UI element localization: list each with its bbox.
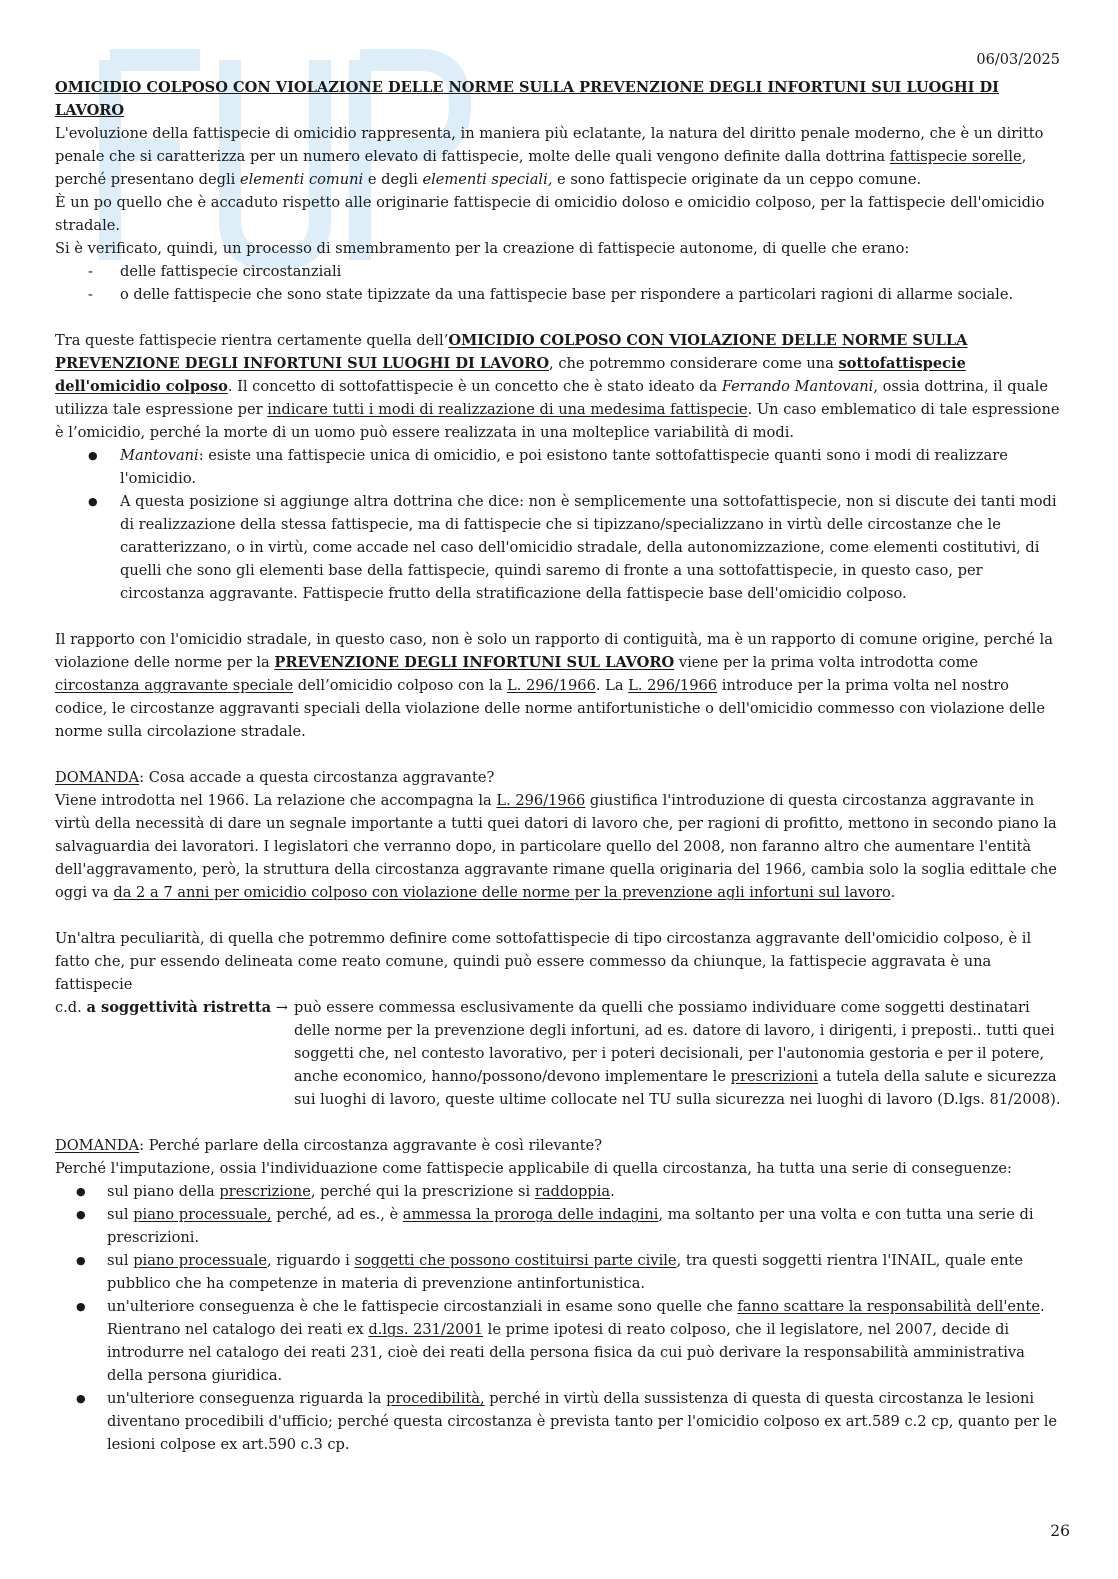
paragraph-intro: L'evoluzione della fattispecie di omicidio rappresenta, in maniera più eclatante, la natura del diritto penale moderno, che è un diritto penale che si caratterizza per un numero elevato di fattispecie, molte delle quali vengono definite dalla dottrina fattispecie sorelle, perché presentano degli elementi comuni e degli elementi speciali, e sono fattispecie originate da un ceppo comune. [55,125,1044,188]
list-item: ● un'ulteriore conseguenza riguarda la procedibilità, perché in virtù della sussistenza di questa di questa circostanza le lesioni diventano procedibili d'ufficio; perché questa circostanza è prevista tanto per l'omicidio colposo ex art.589 c.2 cp, quanto per le lesioni colpose ex art.590 c.3 cp. [55,1387,1061,1456]
bullet-list-dottrina [55,444,1061,605]
page-number: 26 [1050,1522,1070,1540]
paragraph-1966: Viene introdotta nel 1966. La relazione che accompagna la L. 296/1966 giustifica l'introduzione di questa circostanza aggravante in virtù della necessità di dare un segnale importante a tutti quei datori di lavoro che, per ragioni di profitto, mettono in secondo piano la salvaguardia dei lavoratori. I legislatori che verranno dopo, in particolare quello del 2008, non faranno altro che aumentare l'entità dell'aggravamento, però, la struttura della circostanza aggravante rimane quella originaria del 1966, cambia solo la soglia edittale che oggi va da 2 a 7 anni per omicidio colposo con violazione delle norme per la prevenzione agli infortuni sul lavoro. [55,792,1057,901]
question-1: DOMANDA: Cosa accade a questa circostanza aggravante? [55,769,495,786]
section-title: OMICIDIO COLPOSO CON VIOLAZIONE DELLE NORME SULLA PREVENZIONE DEGLI INFORTUNI SUI LUOGHI DI LAVORO [55,79,1000,119]
list-item: - delle fattispecie circostanziali [55,260,1061,283]
paragraph-conseguenze: Perché l'imputazione, ossia l'individuazione come fattispecie applicabile di quella circostanza, ha tutta una serie di conseguenze: [55,1160,1012,1177]
list-item: ● Mantovani: esiste una fattispecie unica di omicidio, e poi esistono tante sottofattispecie quanti sono i modi di realizzare l'omicidio. [55,444,1061,490]
list-item: ● sul piano processuale, riguardo i soggetti che possono costituirsi parte civile, tra questi soggetti rientra l'INAIL, quale ente pubblico che ha competenze in materia di prevenzione antinfortunistica. [55,1249,1061,1295]
paragraph-peculiarita: Un'altra peculiarità, di quella che potremmo definire come sottofattispecie di tipo circostanza aggravante dell'omicidio colposo, è il fatto che, pur essendo delineata come reato comune, quindi può essere commesso da chiunque, la fattispecie aggravata è una fattispecie [55,930,1032,993]
list-item: ● A questa posizione si aggiunge altra dottrina che dice: non è semplicemente una sottofattispecie, non si discute dei tanti modi di realizzazione della stessa fattispecie, ma di fattispecie che si tipizzano/specializzano in virtù delle circostanze che le caratterizzano, o in virtù, come accade nel caso dell'omicidio stradale, della autonomizzazione, come elementi costitutivi, di quelli che sono gli elementi base della fattispecie, quindi saremo di fronte a una sottofattispecie, in questo caso, per circostanza aggravante. Fattispecie frutto della stratificazione della fattispecie base dell'omicidio colposo. [55,490,1061,605]
bullet-list-conseguenze [55,1180,1061,1456]
date: 06/03/2025 [976,52,1060,68]
question-2: DOMANDA: Perché parlare della circostanza aggravante è così rilevante? [55,1137,603,1154]
soggettivita-ristretta: c.d. a soggettività ristretta → può essere commessa esclusivamente da quelli che possiamo individuare come soggetti destinatari delle norme per la prevenzione degli infortuni, ad es. datore di lavoro, i dirigenti, i preposti.. tutti quei soggetti che, nel contesto lavorativo, per i poteri decisionali, per l'autonomia gestoria e per il potere, anche economico, hanno/possono/devono implementare le prescrizioni a tutela della salute e sicurezza sui luoghi di lavoro, queste ultime collocate nel TU sulla sicurezza nei luoghi di lavoro (D.lgs. 81/2008). [55,999,1061,1108]
paragraph-omicidio-stradale: È un po quello che è accaduto rispetto alle originarie fattispecie di omicidio doloso e omicidio colposo, per la fattispecie dell'omicidio stradale. [55,194,1045,234]
list-item: - o delle fattispecie che sono state tipizzate da una fattispecie base per rispondere a particolari ragioni di allarme sociale. [55,283,1061,306]
list-item: ● un'ulteriore conseguenza è che le fattispecie circostanziali in esame sono quelle che fanno scattare la responsabilità dell'ente. Rientrano nel catalogo dei reati ex d.lgs. 231/2001 le prime ipotesi di reato colposo, che il legislatore, nel 2007, decide di introdurre nel catalogo dei reati 231, cioè dei reati della persona fisica da cui può derivare la responsabilità amministrativa della persona giuridica. [55,1295,1061,1387]
document-body [55,76,1061,1456]
list-item: ● sul piano processuale, perché, ad es., è ammessa la proroga delle indagini, ma soltanto per una volta e con tutta una serie di prescrizioni. [55,1203,1061,1249]
paragraph-sottofattispecie: Tra queste fattispecie rientra certamente quella dell’OMICIDIO COLPOSO CON VIOLAZIONE DELLE NORME SULLA PREVENZIONE DEGLI INFORTUNI SUI LUOGHI DI LAVORO, che potremmo considerare come una sottofattispecie dell'omicidio colposo. Il concetto di sottofattispecie è un concetto che è stato ideato da Ferrando Mantovani, ossia dottrina, il quale utilizza tale espressione per indicare tutti i modi di realizzazione di una medesima fattispecie. Un caso emblematico di tale espressione è l’omicidio, perché la morte di un uomo può essere realizzata in una molteplice variabilità di modi. [55,332,1060,441]
list-item: ● sul piano della prescrizione, perché qui la prescrizione si raddoppia. [55,1180,1061,1203]
dash-list [55,260,1061,306]
paragraph-smembramento: Si è verificato, quindi, un processo di smembramento per la creazione di fattispecie autonome, di quelle che erano: [55,240,910,257]
paragraph-rapporto: Il rapporto con l'omicidio stradale, in questo caso, non è solo un rapporto di contiguità, ma è un rapporto di comune origine, perché la violazione delle norme per la PREVENZIONE DEGLI INFORTUNI SUL LAVORO viene per la prima volta introdotta come circostanza aggravante speciale dell’omicidio colposo con la L. 296/1966. La L. 296/1966 introduce per la prima volta nel nostro codice, le circostanze aggravanti speciali della violazione delle norme antifortunistiche o dell'omicidio commesso con violazione delle norme sulla circolazione stradale. [55,631,1053,740]
